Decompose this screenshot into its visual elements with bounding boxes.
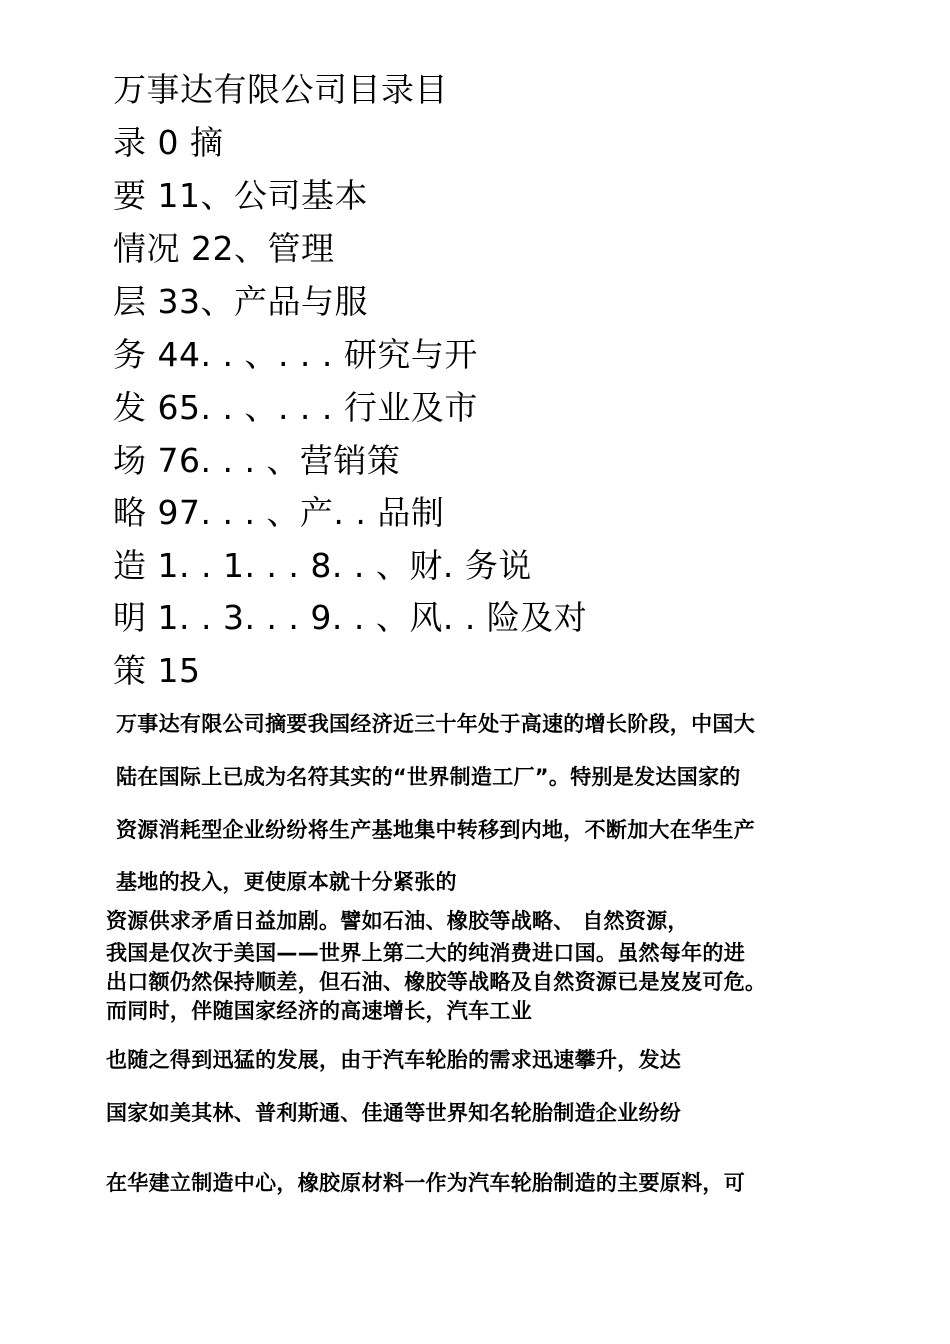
toc-line-2: 录 0 摘 xyxy=(113,123,224,162)
toc-line-7: 发 65. . 、. . . 行业及市 xyxy=(113,388,478,427)
summary-line-4: 基地的投入，更使原本就十分紧张的 xyxy=(116,870,457,894)
toc-line-6: 务 44. . 、. . . 研究与开 xyxy=(113,335,478,374)
summary-line-10: 国家如美其林、普利斯通、佳通等世界知名轮胎制造企业纷纷 xyxy=(106,1101,682,1125)
toc-line-5: 层 33、产品与服 xyxy=(113,282,368,321)
toc-line-11: 明 1. . 3. . . 9. . 、风. . 险及对 xyxy=(113,598,588,637)
toc-line-9: 略 97. . . 、产. . 品制 xyxy=(113,493,445,532)
toc-line-4: 情况 22、管理 xyxy=(113,229,335,268)
toc-line-12: 策 15 xyxy=(113,651,201,690)
summary-line-9: 也随之得到迅猛的发展，由于汽车轮胎的需求迅速攀升，发达 xyxy=(106,1048,682,1072)
summary-line-3: 资源消耗型企业纷纷将生产基地集中转移到内地，不断加大在华生产 xyxy=(116,818,755,842)
toc-line-8: 场 76. . . 、营销策 xyxy=(113,441,401,480)
summary-line-11: 在华建立制造中心，橡胶原材料一作为汽车轮胎制造的主要原料，可 xyxy=(106,1171,745,1195)
summary-line-8: 而同时，伴随国家经济的高速增长，汽车工业 xyxy=(106,999,532,1023)
summary-line-6: 我国是仅次于美国——世界上第二大的纯消费进口国。虽然每年的进 xyxy=(106,941,745,965)
toc-line-1: 万事达有限公司目录目 xyxy=(113,70,448,109)
toc-line-3: 要 11、公司基本 xyxy=(113,176,368,215)
summary-line-7: 出口额仍然保持顺差，但石油、橡胶等战略及自然资源已是岌岌可危。 xyxy=(106,970,767,994)
summary-line-1: 万事达有限公司摘要我国经济近三十年处于高速的增长阶段，中国大 xyxy=(116,712,755,736)
toc-line-10: 造 1. . 1. . . 8. . 、财. 务说 xyxy=(113,546,532,585)
summary-line-2: 陆在国际上已成为名符其实的“世界制造工厂”。特别是发达国家的 xyxy=(116,765,741,789)
summary-line-5: 资源供求矛盾日益加剧。譬如石油、橡胶等战略、 自然资源， xyxy=(106,909,689,933)
